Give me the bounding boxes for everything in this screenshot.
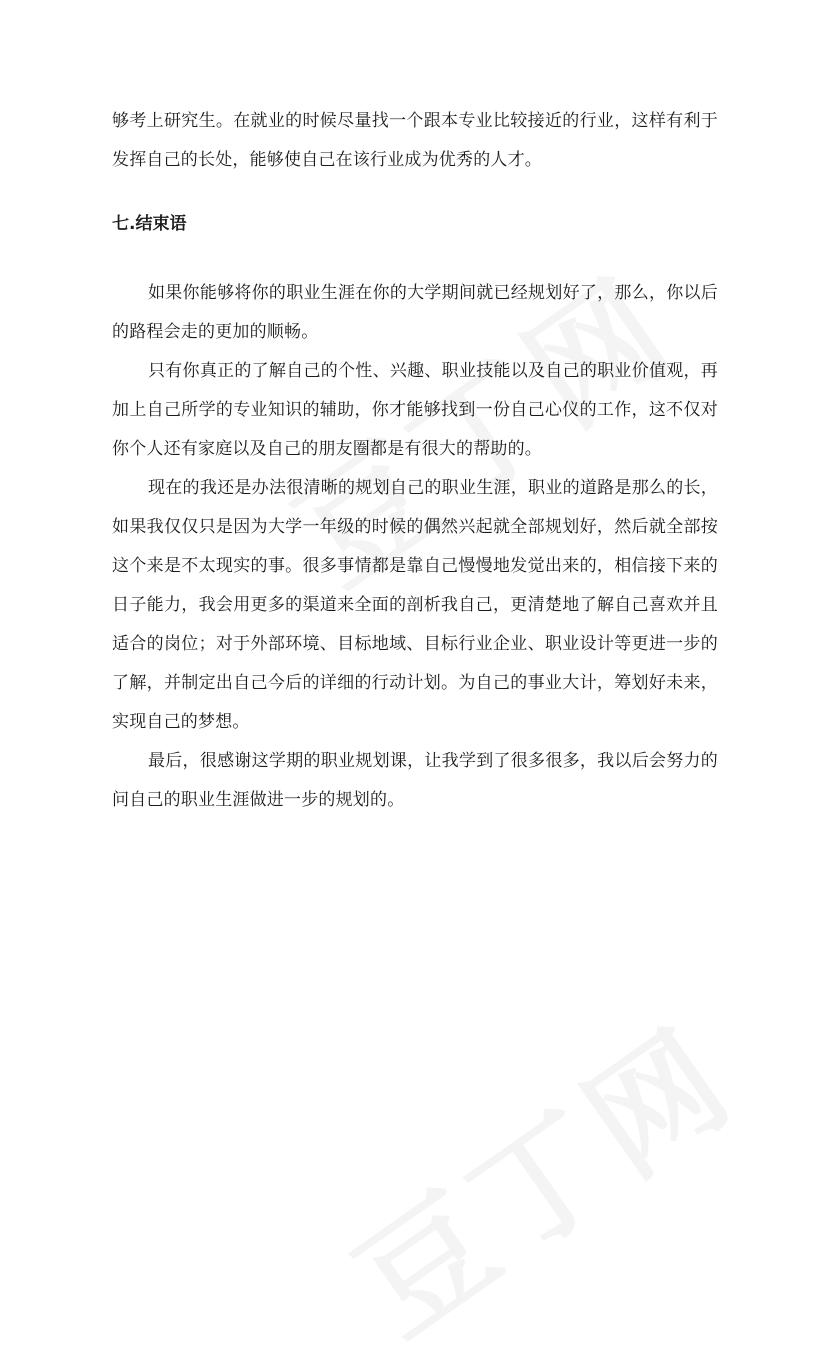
text-line: 只有你真正的了解自己的个性、兴趣、职业技能以及自己的职业价值观，再	[148, 361, 718, 381]
text-line: 这个来是不太现实的事。很多事情都是靠自己慢慢地发觉出来的，相信接下来的	[112, 556, 718, 576]
text-line: 日子能力，我会用更多的渠道来全面的剖析我自己，更清楚地了解自己喜欢并且	[112, 595, 718, 615]
text-line: 现在的我还是办法很清晰的规划自己的职业生涯，职业的道路是那么的长，	[148, 478, 718, 498]
text-line: 够考上研究生。在就业的时候尽量找一个跟本专业比较接近的行业，这样有利于	[112, 111, 718, 131]
text-line: 发挥自己的长处，能够使自己在该行业成为优秀的人才。	[112, 150, 542, 170]
watermark-text-bottom	[330, 999, 761, 1364]
intro-paragraph	[112, 102, 718, 180]
paragraph-2	[112, 352, 718, 469]
text-line: 的路程会走的更加的顺畅。	[112, 322, 319, 342]
text-line: 你个人还有家庭以及自己的朋友圈都是有很大的帮助的。	[112, 439, 542, 459]
text-line: 了解，并制定出自己今后的详细的行动计划。为自己的事业大计，筹划好未来，	[112, 673, 718, 693]
section-heading: 七.结束语	[112, 214, 187, 234]
text-line: 适合的岗位；对于外部环境、目标地域、目标行业企业、职业设计等更进一步的	[112, 634, 718, 654]
paragraph-4	[112, 742, 718, 820]
text-line: 如果我仅仅只是因为大学一年级的时候的偶然兴起就全部规划好，然后就全部按	[112, 517, 718, 537]
text-line: 实现自己的梦想。	[112, 712, 250, 732]
text-line: 问自己的职业生涯做进一步的规划的。	[112, 790, 405, 810]
paragraph-3	[112, 469, 718, 742]
paragraph-1	[112, 274, 718, 352]
text-line: 如果你能够将你的职业生涯在你的大学期间就已经规划好了，那么，你以后	[148, 283, 718, 303]
document-body	[112, 102, 718, 820]
text-line: 加上自己所学的专业知识的辅助，你才能够找到一份自己心仪的工作，这不仅对	[112, 400, 718, 420]
text-line: 最后，很感谢这学期的职业规划课，让我学到了很多很多，我以后会努力的	[148, 751, 718, 771]
